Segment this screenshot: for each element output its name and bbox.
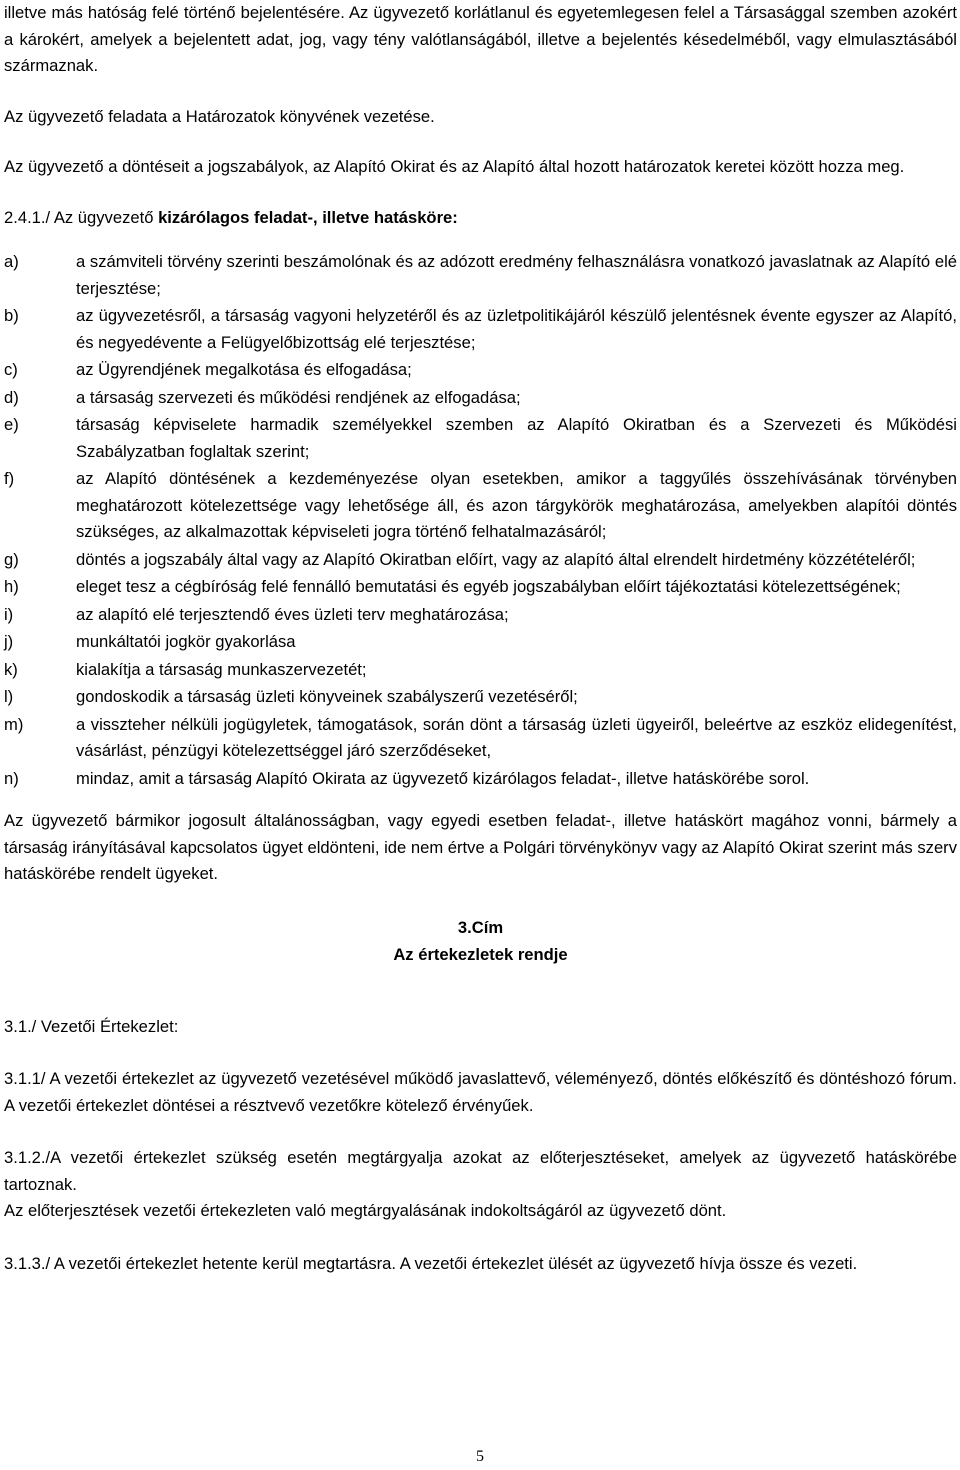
list-item-label: f) (4, 469, 15, 488)
list-item (4, 574, 957, 601)
list-item (4, 412, 957, 465)
duties-list (4, 249, 957, 792)
list-item-text: mindaz, amit a társaság Alapító Okirata az ügyvezető kizárólagos feladat-, illetve hatáskörébe sorol. (76, 768, 810, 788)
section-241-after: Az ügyvezető bármikor jogosult általánosságban, vagy egyedi esetben feladat-, illetve hatáskört magához vonni, bármely a társaság irányításával kapcsolatos ügyet eldönteni, ide nem értve a Polgári törvénykönyv vagy az Alapító Okirat szerint más szerv hatáskörébe rendelt ügyeket. (4, 811, 957, 883)
list-item (4, 629, 957, 656)
intro-paragraph-2: Az ügyvezető feladata a Határozatok könyvének vezetése. (4, 106, 435, 126)
intro-paragraph-1: illetve más hatóság felé történő bejelentésére. Az ügyvezető korlátlanul és egyetemlegesen felel a Társasággal szemben azokért a károkért, amelyek a bejelentett adat, jog, vagy tény valótlanságából, illetve a bejelentés késedelméből, vagy elmulasztásából származnak. (4, 3, 957, 75)
list-item-text: az ügyvezetésről, a társaság vagyoni helyzetéről és az üzletpolitikájáról készülő jelentésnek évente egyszer az Alapító, és negyedévente a Felügyelőbizottság elé terjesztése; (76, 306, 957, 352)
section-241-heading (4, 205, 957, 232)
list-item-text: az Alapító döntésének a kezdeményezése olyan esetekben, amikor a taggyűlés összehívásának törvényben meghatározott kötelezettsége vagy lehetősége áll, és azon tárgykörök meghatározása, amelyekben alapítói döntés szükséges, az alkalmazottak képviseleti jogra történő felhatalmazásáról; (76, 469, 957, 541)
list-item-text: a társaság szervezeti és működési rendjének az elfogadása; (76, 387, 521, 407)
section-312-paragraph-2: Az előterjesztések vezetői értekezleten való megtárgyalásának indokoltságáról az ügyvezető dönt. (4, 1201, 727, 1220)
list-item-text: a számviteli törvény szerinti beszámolónak és az adózott eredmény felhasználásra vonatkozó javaslatnak az Alapító elé terjesztése; (76, 252, 957, 298)
list-item-label: d) (4, 387, 19, 407)
section-31-heading: 3.1./ Vezetői Értekezlet: (4, 1016, 179, 1036)
list-item-text: az alapító elé terjesztendő éves üzleti terv meghatározása; (76, 604, 509, 624)
list-item-label: n) (4, 768, 19, 788)
list-item (4, 357, 957, 384)
chapter-heading (4, 914, 957, 968)
list-item-label: k) (4, 659, 18, 679)
list-item (4, 466, 957, 546)
list-item-label: i) (4, 604, 14, 624)
document-page (4, 0, 957, 1277)
list-item-text: munkáltatói jogkör gyakorlása (76, 632, 296, 651)
list-item-text: a visszteher nélküli jogügyletek, támogatások, során dönt a társaság üzleti ügyeiről, beleértve az eszköz elidegenítést, vásárlást, pénzügyi kötelezettséggel járó szerződéseket, (76, 714, 957, 760)
list-item-label: e) (4, 415, 19, 434)
list-item-text: gondoskodik a társaság üzleti könyveinek szabályszerű vezetéséről; (76, 687, 578, 706)
list-item-text: kialakítja a társaság munkaszervezetét; (76, 659, 367, 679)
list-item-label: m) (4, 714, 24, 734)
list-item (4, 766, 957, 793)
chapter-title: Az értekezletek rendje (393, 944, 568, 964)
list-item-label: a) (4, 252, 19, 271)
section-312-paragraph: 3.1.2./A vezetői értekezlet szükség esetén megtárgyalja azokat az előterjesztéseket, amelyek az ügyvezető hatáskörébe tartoznak. (4, 1148, 957, 1194)
list-item (4, 547, 957, 574)
section-241-prefix: 2.4.1./ Az ügyvezető (4, 207, 159, 227)
list-item (4, 712, 957, 765)
list-item-text: döntés a jogszabály által vagy az Alapító Okiratban előírt, vagy az alapító által elrendelt hirdetmény közzétételéről; (76, 549, 916, 569)
chapter-number: 3.Cím (457, 917, 504, 937)
section-311-paragraph: 3.1.1/ A vezetői értekezlet az ügyvezető vezetésével működő javaslattevő, véleményező, döntés előkészítő és döntéshozó fórum. A vezetői értekezlet döntései a résztvevő vezetőkre kötelező érvényűek. (4, 1069, 957, 1115)
page-number: 5 (476, 1448, 484, 1465)
list-item (4, 602, 957, 629)
list-item-text: társaság képviselete harmadik személyekkel szemben az Alapító Okiratban és a Szervezeti és Működési Szabályzatban foglaltak szerint; (76, 415, 957, 461)
list-item (4, 684, 957, 711)
list-item-label: b) (4, 306, 19, 325)
list-item-label: c) (4, 360, 18, 379)
list-item (4, 385, 957, 412)
list-item (4, 303, 957, 356)
list-item-label: h) (4, 577, 19, 596)
section-313-paragraph: 3.1.3./ A vezetői értekezlet hetente kerül megtartásra. A vezetői értekezlet ülését az ügyvezető hívja össze és vezeti. (4, 1253, 858, 1273)
list-item (4, 657, 957, 684)
list-item (4, 249, 957, 302)
list-item-label: l) (4, 687, 14, 706)
list-item-label: g) (4, 549, 19, 569)
section-241-bold: kizárólagos feladat-, illetve hatásköre: (158, 207, 458, 227)
list-item-label: j) (4, 632, 14, 651)
intro-paragraph-3: Az ügyvezető a döntéseit a jogszabályok, az Alapító Okirat és az Alapító által hozott határozatok keretei között hozza meg. (4, 157, 905, 176)
list-item-text: eleget tesz a cégbíróság felé fennálló bemutatási és egyéb jogszabályban előírt tájékoztatási kötelezettségének; (76, 577, 901, 596)
list-item-text: az Ügyrendjének megalkotása és elfogadása; (76, 360, 412, 379)
